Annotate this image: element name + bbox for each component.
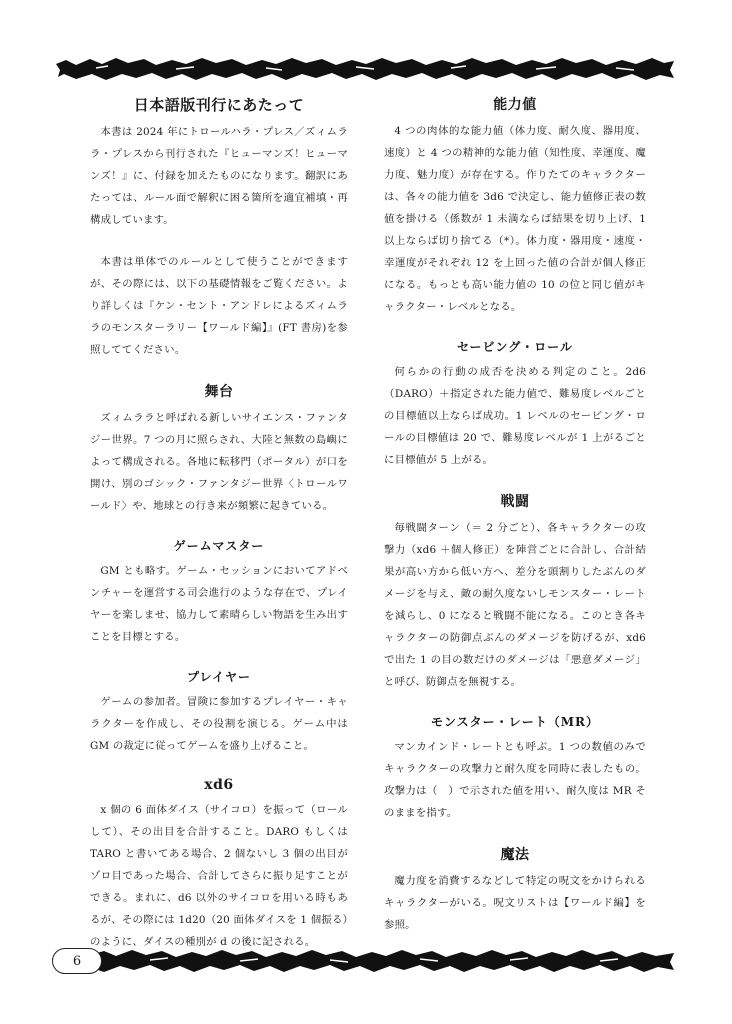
section-japanese-edition (90, 94, 348, 361)
section-paragraph: x 個の 6 面体ダイス（サイコロ）を振って（ロールして）、その出目を合計すること。DARO もしくは TARO と書いてある場合、2 個ないし 3 個の出目がゾロ目であった場合、合計してさらに振り足すことができる。まれに、d6 以外のサイコロを用いる時もあるが、その際には 1d20（20 面体ダイスを 1 個振る）のように、ダイスの種別が d の後に記される。 (90, 804, 348, 948)
page-number: 6 (72, 953, 82, 969)
section-title: 魔法 (500, 847, 530, 863)
section-paragraph: GM とも略す。ゲーム・セッションにおいてアドベンチャーを運営する司会進行のような存在で、プレイヤーを楽しませ、協力して素晴らしい物語を生み出すことを目標とする。 (90, 565, 348, 643)
section-title: 能力値 (493, 97, 537, 113)
section-paragraph: ズィムララと呼ばれる新しいサイエンス・ファンタジー世界。7 つの月に照らされ、大陸と無数の島嶼によって構成される。各地に転移門（ポータル）が口を開け、別のゴシック・ファンタジー世界〈トロールワールド〉や、地球との行き来が頻繁に起きている。 (90, 412, 348, 512)
section-paragraph: 4 つの肉体的な能力値（体力度、耐久度、器用度、速度）と 4 つの精神的な能力値（知性度、幸運度、魔力度、魅力度）が存在する。作りたてのキャラクターは、各々の能力値を 3d6 で決定し、能力値修正表の数値を掛ける（係数が 1 未満ならば結果を切り上げ、1 以上ならば切り捨てる（*）。体力度・器用度・速度・幸運度がそれぞれ 12 を上回った値の合計が個人修正になる。もっとも高い能力値の 10 の位と同じ値がキャラクター・レベルとなる。 (384, 125, 646, 313)
section-paragraph: ゲームの参加者。冒険に参加するプレイヤー・キャラクターを作成し、その役割を演じる。ゲーム中は GM の裁定に従ってゲームを盛り上げること。 (90, 696, 348, 752)
section-paragraph: 本書は 2024 年にトロールハラ・プレス／ズィムララ・プレスから刊行された『ヒューマンズ！ヒューマンズ！』に、付録を加えたものになります。翻訳にあたっては、ルール面で解釈に困る箇所を適宜補填・再構成しています。 (90, 126, 348, 226)
section-combat (384, 491, 646, 693)
section-game-master (90, 537, 348, 648)
section-abilities (384, 94, 646, 318)
top-banner-decoration (56, 56, 674, 82)
bottom-banner-decoration (90, 948, 674, 974)
right-column (384, 94, 646, 936)
section-xd6 (90, 777, 348, 953)
section-paragraph: 毎戦闘ターン（＝ 2 分ごと）、各キャラクターの攻撃力（xd6 ＋個人修正）を陣営ごとに合計し、合計結果が高い方から低い方へ、差分を頭割りしたぶんのダメージを与え、敵の耐久度ないしモンスター・レートを減らし、0 になると戦闘不能になる。このとき各キャラクターの防御点ぶんのダメージを防げるが、xd6 で出た 1 の目の数だけのダメージは「悪意ダメージ」と呼び、防御点を無視する。 (384, 522, 646, 688)
section-title: セービング・ロール (456, 340, 574, 354)
section-title: ゲームマスター (173, 539, 265, 553)
left-column (90, 94, 348, 953)
section-title: xd6 (204, 777, 234, 793)
section-title: モンスター・レート（MR） (431, 715, 599, 729)
section-player (90, 668, 348, 757)
section-title: 戦闘 (500, 494, 530, 510)
section-paragraph: 魔力度を消費するなどして特定の呪文をかけられるキャラクターがいる。呪文リストは【ワールド編】を参照。 (384, 875, 646, 931)
section-paragraph: 何らかの行動の成否を決める判定のこと。2d6（DARO）＋指定された能力値で、難易度レベルごとの目標値以上ならば成功。1 レベルのセービング・ロールの目標値は 20 で、難易度レベルが 1 上がるごとに目標値が 5 上がる。 (384, 366, 646, 466)
page-number-badge (52, 948, 102, 974)
section-title: 舞台 (204, 384, 234, 400)
section-magic (384, 844, 646, 936)
section-title: プレイヤー (187, 670, 251, 684)
section-monster-rate (384, 713, 646, 824)
section-paragraph: 本書は単体でのルールとして使うことができますが、その際には、以下の基礎情報をご覧ください。より詳しくは『ケン・セント・アンドレによるズィムララのモンスターラリー【ワールド編】』(FT 書房)を参照しててください。 (90, 256, 348, 356)
section-setting (90, 381, 348, 517)
section-title: 日本語版刊行にあたって (133, 96, 305, 114)
section-saving-roll (384, 338, 646, 471)
section-paragraph: マンカインド・レートとも呼ぶ。1 つの数値のみでキャラクターの攻撃力と耐久度を同時に表したもの。攻撃力は（ ）で示された値を用い、耐久度は MR そのままを指す。 (384, 741, 646, 819)
